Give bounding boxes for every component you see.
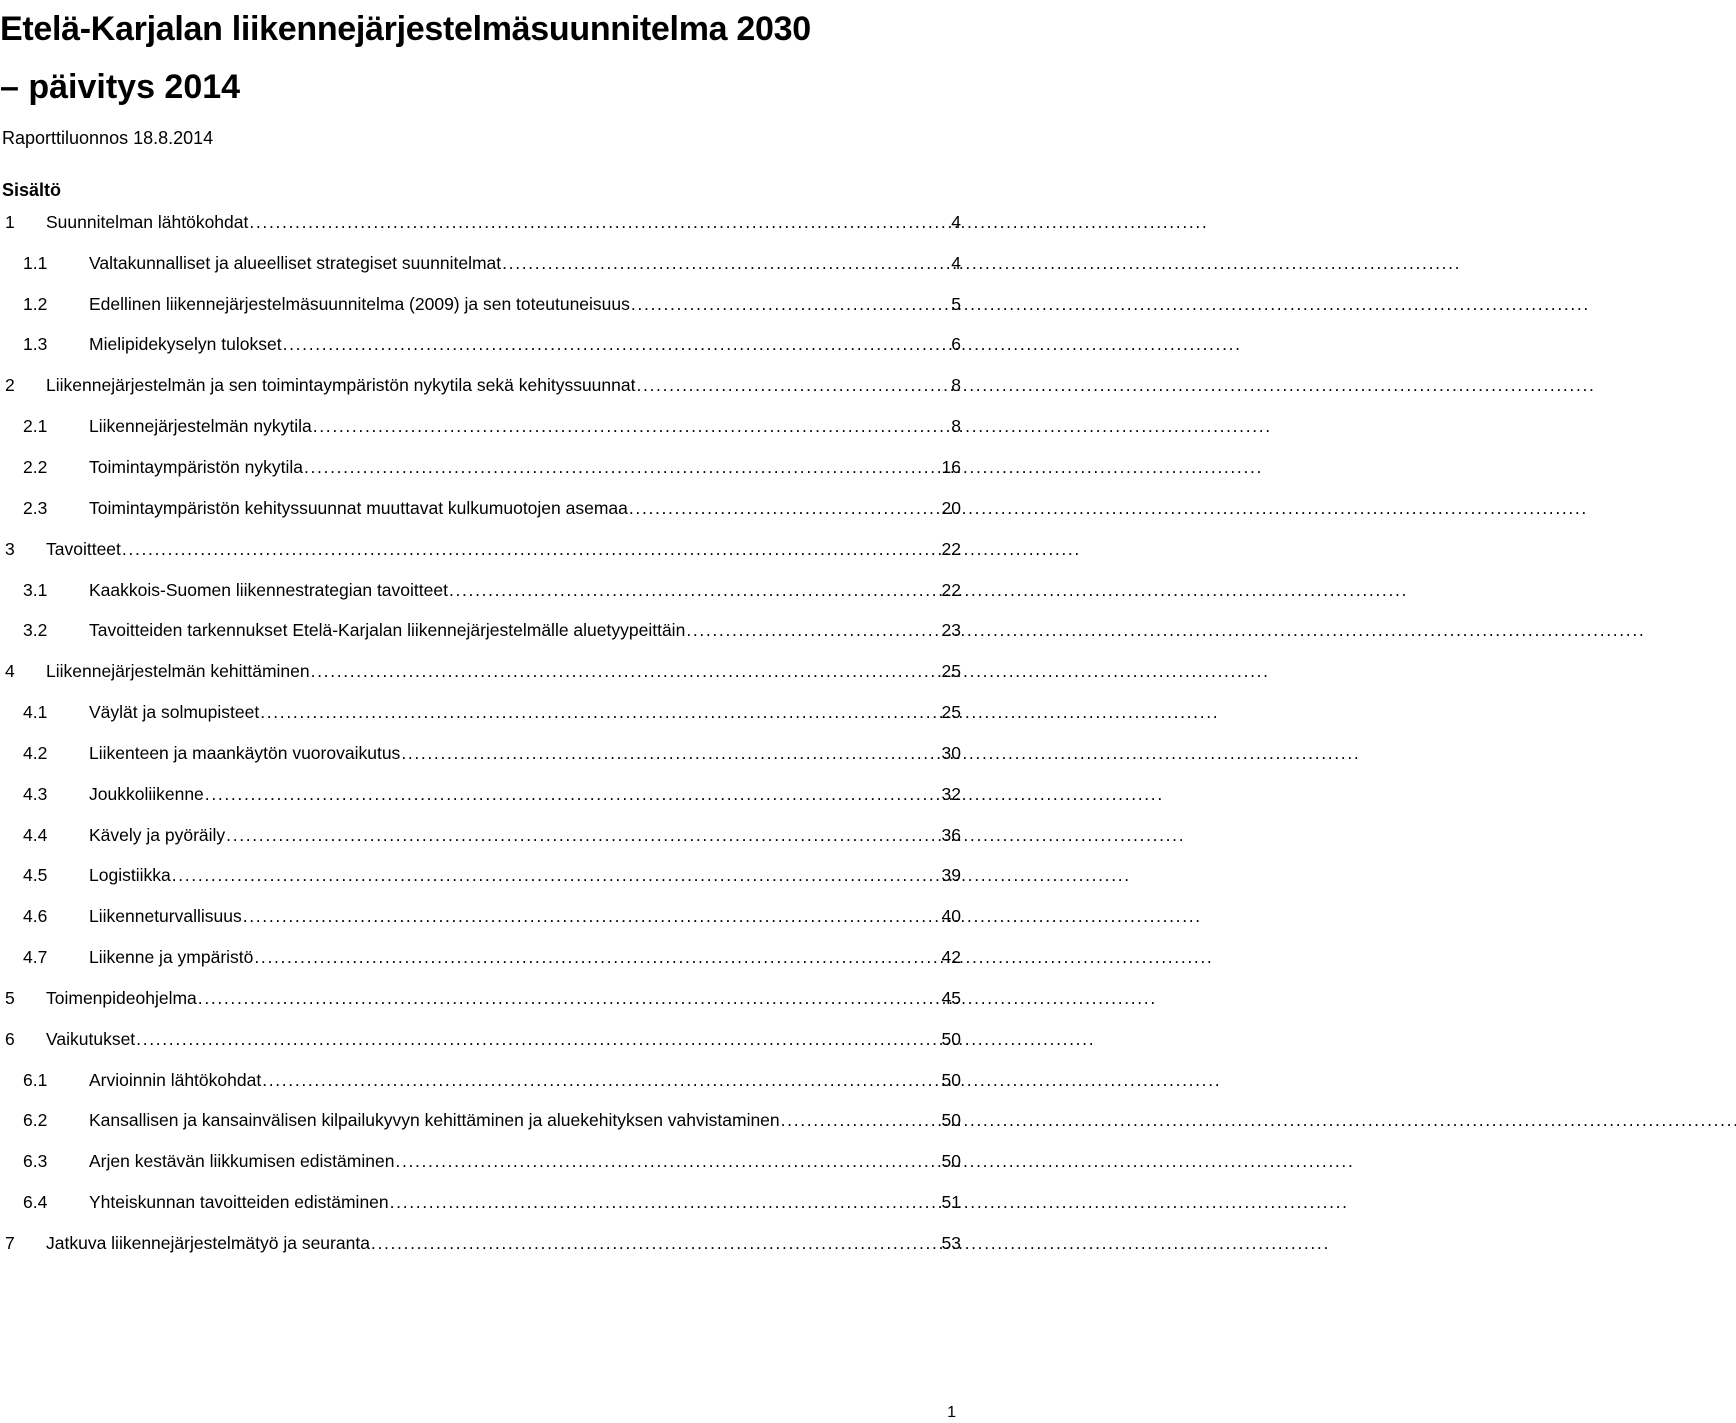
toc-entry-number: 2.2 (23, 456, 48, 477)
toc-entry-page: 32 (941, 783, 961, 804)
toc-entry-number: 1 (5, 211, 15, 232)
toc-entry[interactable] (0, 815, 961, 856)
toc-entry-page: 50 (941, 1069, 961, 1090)
toc-entry[interactable] (0, 978, 961, 1019)
toc-entry-page: 40 (941, 906, 961, 927)
toc-dot-leader (282, 334, 951, 355)
toc-entry-title: Arvioinnin lähtökohdat (89, 1069, 262, 1090)
toc-entry-page: 50 (941, 1110, 961, 1131)
toc-entry-number: 1.3 (23, 334, 48, 355)
toc-dot-leader (370, 1233, 942, 1254)
toc-entry-number: 4 (5, 661, 15, 682)
toc-entry[interactable] (0, 488, 961, 529)
toc-dot-leader (312, 416, 951, 437)
toc-entry-title: Liikennejärjestelmän ja sen toimintaympäristön nykytila sekä kehityssuunnat (46, 375, 636, 396)
toc-entry-page: 25 (941, 702, 961, 723)
toc-entry-number: 6.1 (23, 1069, 48, 1090)
toc-entry[interactable] (0, 1060, 961, 1101)
toc-dot-leader (630, 294, 951, 315)
toc-entry-number: 2 (5, 375, 15, 396)
toc-dot-leader (261, 1070, 941, 1091)
toc-entry[interactable] (0, 651, 961, 692)
toc-dot-leader (121, 539, 942, 560)
toc-entry-page: 5 (951, 293, 961, 314)
toc-entry[interactable] (0, 1182, 961, 1223)
toc-entry-number: 6.4 (23, 1192, 48, 1213)
toc-entry-number: 1.1 (23, 252, 48, 273)
toc-entry[interactable] (0, 325, 961, 366)
toc-entry-page: 4 (951, 211, 961, 232)
toc-entry[interactable] (0, 856, 961, 897)
toc-dot-leader (303, 457, 942, 478)
toc-entry-page: 45 (941, 987, 961, 1008)
toc-entry-page: 22 (941, 579, 961, 600)
toc-dot-leader (685, 620, 941, 641)
toc-entry-title: Liikenteen ja maankäytön vuorovaikutus (89, 742, 401, 763)
toc-entry-title: Liikennejärjestelmän kehittäminen (46, 661, 310, 682)
toc-entry-title: Suunnitelman lähtökohdat (46, 211, 249, 232)
toc-entry[interactable] (0, 529, 961, 570)
toc-entry-number: 4.1 (23, 702, 48, 723)
toc-entry-number: 1.2 (23, 293, 48, 314)
toc-entry-title: Liikenne ja ympäristö (89, 947, 254, 968)
report-subtitle: Raporttiluonnos 18.8.2014 (2, 128, 214, 148)
page-number: 1 (947, 1404, 956, 1421)
toc-entry[interactable] (0, 1101, 961, 1142)
toc-entry[interactable] (0, 610, 961, 651)
toc-entry[interactable] (0, 447, 961, 488)
toc-entry-number: 6.2 (23, 1110, 48, 1131)
toc-entry[interactable] (0, 365, 961, 406)
toc-dot-leader (204, 784, 942, 805)
toc-entry-page: 25 (941, 661, 961, 682)
toc-dot-leader (197, 988, 942, 1009)
toc-entry-number: 6.3 (23, 1151, 48, 1172)
title-line-2: – päivitys 2014 (0, 68, 241, 106)
toc-dot-leader (259, 702, 941, 723)
toc-entry-title: Kansallisen ja kansainvälisen kilpailukyvyn kehittäminen ja aluekehityksen vahvistaminen (89, 1110, 780, 1131)
toc-entry-number: 4.2 (23, 742, 48, 763)
toc-entry-page: 50 (941, 1151, 961, 1172)
toc-entry-page: 16 (941, 456, 961, 477)
toc-entry[interactable] (0, 243, 961, 284)
toc-entry-page: 30 (941, 742, 961, 763)
toc-entry-number: 4.6 (23, 906, 48, 927)
toc-entry-page: 8 (951, 416, 961, 437)
toc-entry-title: Valtakunnalliset ja alueelliset strategiset suunnitelmat (89, 252, 502, 273)
toc-dot-leader (635, 375, 951, 396)
title-line-1: Etelä-Karjalan liikennejärjestelmäsuunnitelma 2030 (0, 10, 811, 48)
toc-entry-title: Kävely ja pyöräily (89, 824, 226, 845)
toc-dot-leader (242, 906, 942, 927)
table-of-contents (0, 202, 961, 1264)
toc-entry-number: 4.3 (23, 783, 48, 804)
toc-dot-leader (400, 743, 941, 764)
toc-entry[interactable] (0, 1223, 961, 1264)
toc-entry-number: 4.5 (23, 865, 48, 886)
toc-entry[interactable] (0, 406, 961, 447)
toc-entry-title: Kaakkois-Suomen liikennestrategian tavoitteet (89, 579, 448, 600)
toc-entry-number: 3 (5, 538, 15, 559)
toc-entry-title: Toimintaympäristön nykytila (89, 456, 303, 477)
toc-dot-leader (253, 947, 941, 968)
toc-entry-page: 36 (941, 824, 961, 845)
toc-entry-title: Tavoitteiden tarkennukset Etelä-Karjalan liikennejärjestelmälle aluetyypeittäin (89, 620, 686, 641)
toc-heading: Sisältö (2, 180, 62, 200)
toc-entry-number: 3.2 (23, 620, 48, 641)
toc-entry-page: 42 (941, 947, 961, 968)
toc-entry[interactable] (0, 774, 961, 815)
toc-dot-leader (225, 825, 941, 846)
toc-entry-number: 7 (5, 1233, 15, 1254)
toc-entry-page: 6 (951, 334, 961, 355)
toc-entry-number: 4.4 (23, 824, 48, 845)
toc-dot-leader (171, 865, 942, 886)
toc-entry-page: 50 (941, 1028, 961, 1049)
toc-entry[interactable] (0, 692, 961, 733)
toc-entry-page: 39 (941, 865, 961, 886)
toc-entry-title: Mielipidekyselyn tulokset (89, 334, 282, 355)
toc-entry-page: 20 (941, 497, 961, 518)
toc-entry-title: Arjen kestävän liikkumisen edistäminen (89, 1151, 395, 1172)
toc-entry-title: Edellinen liikennejärjestelmäsuunnitelma (2009) ja sen toteutuneisuus (89, 293, 630, 314)
toc-entry-title: Tavoitteet (46, 538, 121, 559)
toc-entry-number: 2.1 (23, 416, 48, 437)
toc-entry-title: Liikenneturvallisuus (89, 906, 242, 927)
toc-entry[interactable] (0, 1141, 961, 1182)
toc-dot-leader (501, 253, 951, 274)
toc-entry-title: Toimenpideohjelma (46, 987, 197, 1008)
toc-entry[interactable] (0, 1019, 961, 1060)
toc-entry-title: Yhteiskunnan tavoitteiden edistäminen (89, 1192, 389, 1213)
toc-entry-number: 2.3 (23, 497, 48, 518)
toc-dot-leader (135, 1029, 941, 1050)
toc-entry-title: Logistiikka (89, 865, 171, 886)
toc-entry-title: Liikennejärjestelmän nykytila (89, 416, 312, 437)
toc-entry-title: Jatkuva liikennejärjestelmätyö ja seuranta (46, 1233, 370, 1254)
toc-entry-page: 51 (941, 1192, 961, 1213)
toc-dot-leader (248, 212, 951, 233)
toc-dot-leader (389, 1192, 942, 1213)
toc-entry-number: 5 (5, 987, 15, 1008)
toc-entry[interactable] (0, 733, 961, 774)
toc-entry[interactable] (0, 202, 961, 243)
toc-entry-page: 53 (941, 1233, 961, 1254)
toc-entry[interactable] (0, 896, 961, 937)
toc-entry-title: Joukkoliikenne (89, 783, 204, 804)
toc-entry-page: 23 (941, 620, 961, 641)
toc-entry[interactable] (0, 284, 961, 325)
toc-entry[interactable] (0, 937, 961, 978)
toc-dot-leader (628, 498, 942, 519)
toc-dot-leader (394, 1151, 941, 1172)
toc-dot-leader (448, 580, 942, 601)
toc-entry-title: Vaikutukset (46, 1028, 136, 1049)
toc-entry-title: Väylät ja solmupisteet (89, 702, 260, 723)
toc-entry-page: 22 (941, 538, 961, 559)
toc-dot-leader (310, 661, 942, 682)
toc-entry[interactable] (0, 570, 961, 611)
toc-entry-title: Toimintaympäristön kehityssuunnat muuttavat kulkumuotojen asemaa (89, 497, 628, 518)
document-title (0, 0, 960, 116)
toc-entry-page: 4 (951, 252, 961, 273)
toc-entry-page: 8 (951, 375, 961, 396)
toc-dot-leader (780, 1110, 942, 1131)
toc-entry-number: 3.1 (23, 579, 48, 600)
toc-entry-number: 6 (5, 1028, 15, 1049)
toc-entry-number: 4.7 (23, 947, 48, 968)
